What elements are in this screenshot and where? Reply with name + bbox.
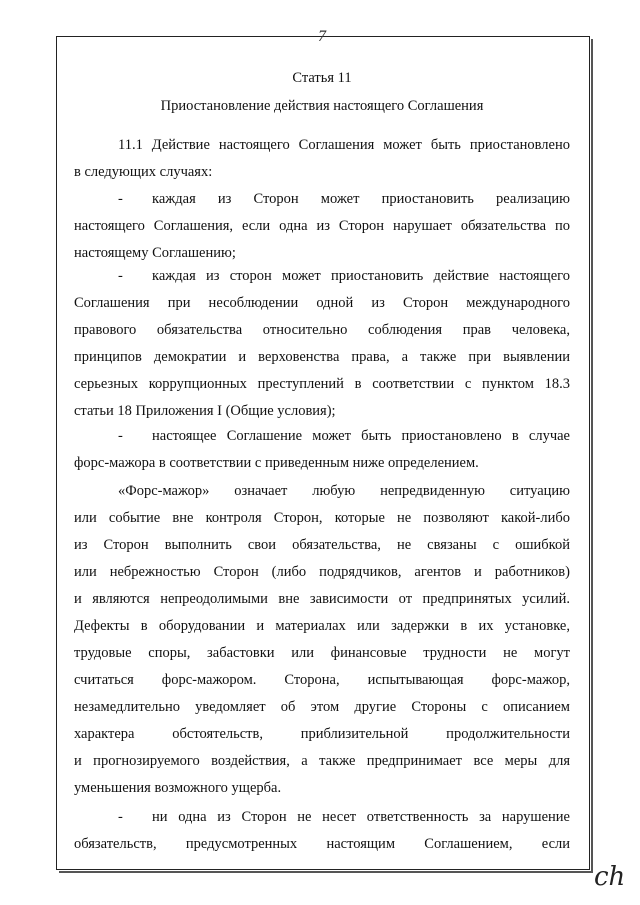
- text-line: и являются непреодолимыми вне зависимости от предпринятых усилий.: [74, 591, 570, 607]
- list-dash: -: [118, 428, 123, 444]
- text-line: статьи 18 Приложения I (Общие условия);: [74, 403, 336, 419]
- handwritten-initials: ch: [594, 862, 626, 892]
- text-line: и прогнозируемого воздействия, а также предпринимает все меры для: [74, 753, 570, 769]
- text-line: незамедлительно уведомляет об этом другие Стороны с описанием: [74, 699, 570, 715]
- text-line: обязательств, предусмотренных настоящим Соглашением, если: [74, 836, 570, 852]
- text-line: каждая из Сторон может приостановить реализацию: [152, 191, 570, 207]
- text-line: или событие вне контроля Сторон, которые не позволяют какой-либо: [74, 510, 570, 526]
- text-line: настоящему Соглашению;: [74, 245, 236, 261]
- text-line: настоящего Соглашения, если одна из Сторон нарушает обязательства по: [74, 218, 570, 234]
- text-line: трудовые споры, забастовки или финансовые трудности не могут: [74, 645, 570, 661]
- text-line: характера обстоятельств, приблизительной продолжительности: [74, 726, 570, 742]
- text-line: из Сторон выполнить свои обязательства, не связаны с ошибкой: [74, 537, 570, 553]
- text-line: «Форс-мажор» означает любую непредвиденную ситуацию: [118, 483, 570, 499]
- page-border: [56, 36, 590, 870]
- list-dash: -: [118, 268, 123, 284]
- article-title: Приостановление действия настоящего Соглашения: [160, 98, 484, 114]
- text-line: или небрежностью Сторон (либо подрядчиков, агентов и работников): [74, 564, 570, 580]
- text-line: считаться форс-мажором. Сторона, испытывающая форс-мажор,: [74, 672, 570, 688]
- text-line: 11.1 Действие настоящего Соглашения может быть приостановлено: [118, 137, 570, 153]
- text-line: в следующих случаях:: [74, 164, 213, 180]
- text-line: форс-мажора в соответствии с приведенным ниже определением.: [74, 455, 479, 471]
- text-line: Дефекты в оборудовании и материалах или задержки в их установке,: [74, 618, 570, 634]
- text-line: принципов демократии и верховенства права, а также при выявлении: [74, 349, 570, 365]
- text-line: настоящее Соглашение может быть приостановлено в случае: [152, 428, 570, 444]
- text-line: Соглашения при несоблюдении одной из Сторон международного: [74, 295, 570, 311]
- text-line: серьезных коррупционных преступлений в соответствии с пунктом 18.3: [74, 376, 570, 392]
- text-line: правового обязательства относительно соблюдения прав человека,: [74, 322, 570, 338]
- list-dash: -: [118, 809, 123, 825]
- text-line: уменьшения возможного ущерба.: [74, 780, 282, 796]
- page-number-mark: 7: [318, 28, 326, 45]
- article-number: Статья 11: [292, 70, 352, 86]
- list-dash: -: [118, 191, 123, 207]
- text-line: ни одна из Сторон не несет ответственность за нарушение: [152, 809, 570, 825]
- text-line: каждая из сторон может приостановить действие настоящего: [152, 268, 570, 284]
